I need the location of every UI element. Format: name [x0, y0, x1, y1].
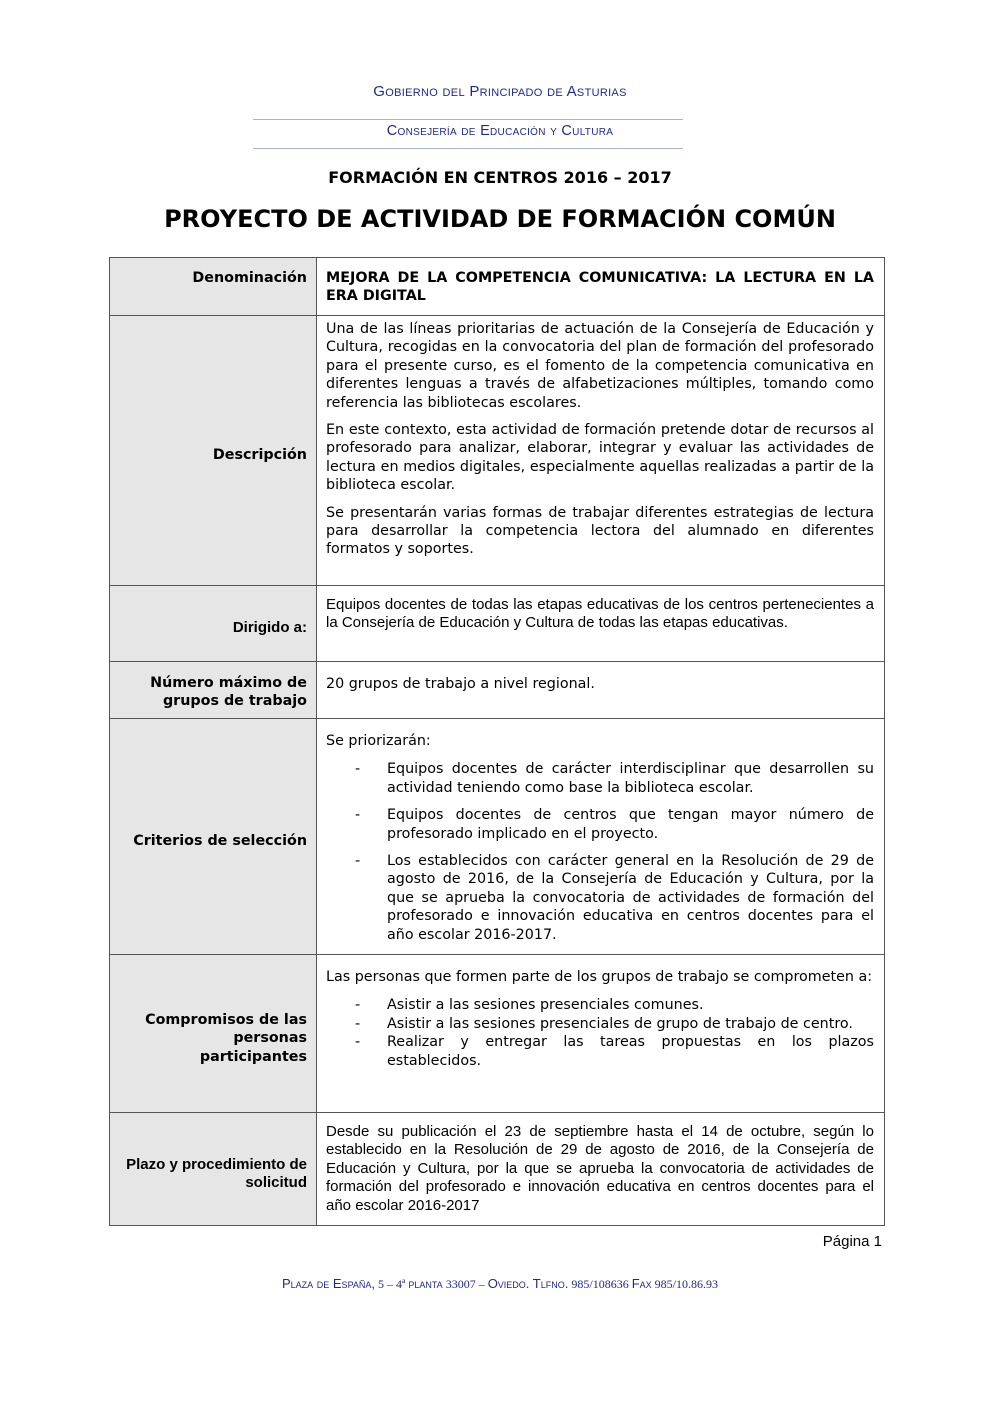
value-denominacion: MEJORA DE LA COMPETENCIA COMUNICATIVA: LA LECTURA EN LA ERA DIGITAL: [317, 258, 885, 316]
header-divider-bottom: [253, 148, 683, 149]
footer-phone: 985/108636: [568, 1277, 632, 1291]
descripcion-paragraph: Se presentarán varias formas de trabajar diferentes estrategias de lectura para desarrollar la competencia lectora del alumnado en diferentes formatos y soportes.: [326, 504, 874, 558]
row-numero-maximo: [110, 662, 885, 719]
header-department: Consejería de Educación y Cultura: [386, 123, 614, 139]
row-denominacion: [110, 258, 885, 316]
compromisos-list: [326, 996, 874, 1070]
footer-street: Plaza de España,: [281, 1276, 376, 1291]
criterios-intro: Se priorizarán:: [326, 733, 431, 749]
footer-address: [0, 1276, 1000, 1292]
header-divider-top: [253, 119, 683, 120]
value-compromisos: [317, 955, 885, 1113]
value-descripcion: [317, 316, 885, 586]
value-plazo: Desde su publicación el 23 de septiembre hasta el 14 de octubre, según lo establecido en la Resolución de 29 de agosto de 2016, de la Consejería de Educación y Cultura, por la que se aprueba la convocatoria de actividades de formación del profesorado e innovación educativa en centros docentes para el año escolar 2016-2017: [317, 1113, 885, 1226]
footer-number: 5 – 4ª: [375, 1277, 409, 1291]
row-descripcion: [110, 316, 885, 586]
page-number: Página 1: [822, 1233, 882, 1250]
compromisos-item: - Asistir a las sesiones presenciales de grupo de trabajo de centro.: [355, 1015, 874, 1033]
row-criterios: [110, 719, 885, 955]
descripcion-paragraph: En este contexto, esta actividad de formación pretende dotar de recursos al profesorado para analizar, elaborar, integrar y evaluar las actividades de lectura en medios digitales, especialmente aquellas realizadas a partir de la biblioteca escolar.: [326, 422, 874, 494]
header-organization: Gobierno del Principado de Asturias: [373, 83, 627, 100]
footer-fax: 985/10.86.93: [651, 1277, 718, 1291]
document-title: PROYECTO DE ACTIVIDAD DE FORMACIÓN COMÚN: [164, 205, 836, 233]
compromisos-item: - Asistir a las sesiones presenciales comunes.: [355, 996, 874, 1014]
row-plazo: [110, 1113, 885, 1226]
row-compromisos: [110, 955, 885, 1113]
label-numero-maximo: Número máximo de grupos de trabajo: [110, 662, 317, 719]
criterios-item: - Los establecidos con carácter general en la Resolución de 29 de agosto de 2016, de la Consejería de Educación y Cultura, por la que se aprueba la convocatoria de actividades de formación del profesorado e innovación educativa en centros docentes para el año escolar 2016-2017.: [355, 852, 874, 944]
compromisos-item: - Realizar y entregar las tareas propuestas en los plazos establecidos.: [355, 1033, 874, 1070]
footer-postcode: 33007 –: [442, 1277, 488, 1291]
project-table: [109, 257, 885, 1226]
label-denominacion: Denominación: [110, 258, 317, 316]
label-descripcion: Descripción: [110, 316, 317, 586]
descripcion-paragraph: Una de las líneas prioritarias de actuación de la Consejería de Educación y Cultura, recogidas en la convocatoria del plan de formación del profesorado para el presente curso, es el fomento de la competencia comunicativa en diferentes lenguas a través de alfabetizaciones múltiples, tomando como referencia las bibliotecas escolares.: [326, 321, 874, 411]
compromisos-intro: Las personas que formen parte de los grupos de trabajo se comprometen a:: [326, 969, 873, 985]
label-compromisos: Compromisos de las personas participantes: [110, 955, 317, 1113]
label-plazo: Plazo y procedimiento de solicitud: [110, 1113, 317, 1226]
row-dirigido: [110, 586, 885, 662]
footer-floor: planta: [408, 1276, 443, 1291]
criterios-list: [326, 760, 874, 944]
footer-city-phone-label: Oviedo. Tlfno.: [487, 1276, 569, 1291]
label-criterios: Criterios de selección: [110, 719, 317, 955]
document-subtitle: FORMACIÓN EN CENTROS 2016 – 2017: [328, 168, 672, 187]
label-dirigido: Dirigido a:: [110, 586, 317, 662]
value-numero-maximo: 20 grupos de trabajo a nivel regional.: [317, 662, 885, 719]
criterios-item: - Equipos docentes de centros que tengan mayor número de profesorado implicado en el proyecto.: [355, 806, 874, 843]
value-dirigido: Equipos docentes de todas las etapas educativas de los centros pertenecientes a la Consejería de Educación y Cultura de todas las etapas educativas.: [317, 586, 885, 662]
value-criterios: [317, 719, 885, 955]
footer-fax-label: Fax: [631, 1276, 652, 1291]
criterios-item: - Equipos docentes de carácter interdisciplinar que desarrollen su actividad teniendo como base la biblioteca escolar.: [355, 760, 874, 797]
